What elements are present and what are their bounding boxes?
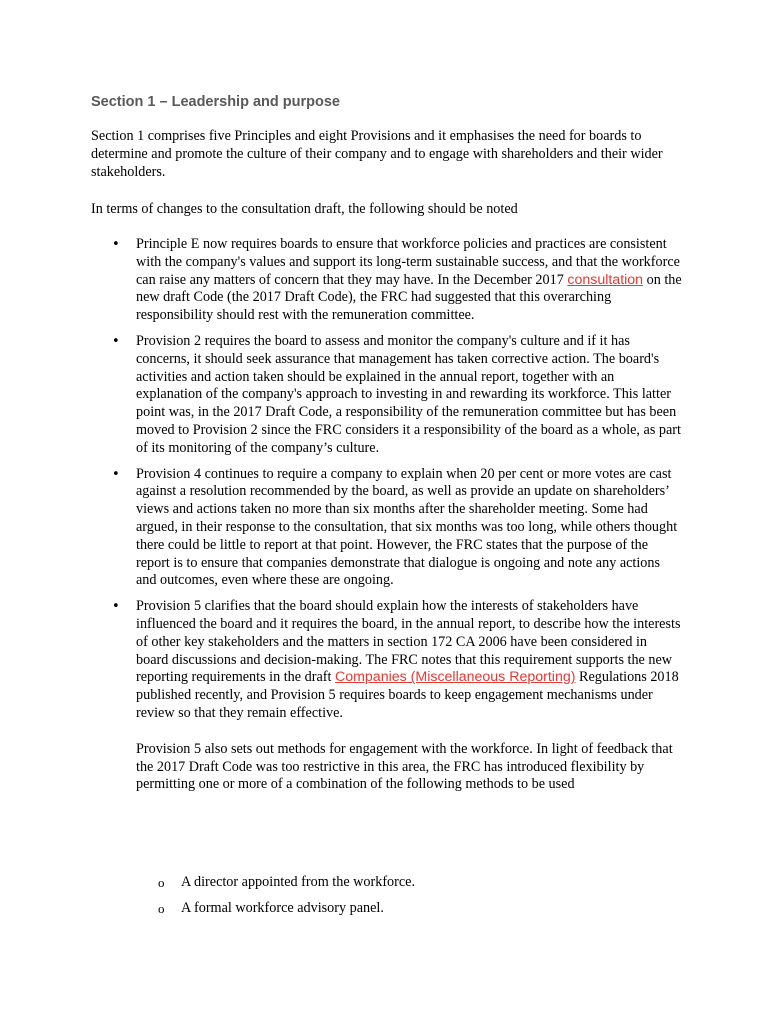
list-item	[0, 598, 682, 794]
consultation-link[interactable]: consultation	[567, 271, 644, 288]
bullet-icon: •	[112, 237, 120, 252]
list-item	[0, 874, 768, 892]
hollow-bullet-icon: o	[158, 875, 165, 890]
list-item	[0, 236, 682, 325]
intro-paragraph: Section 1 comprises five Principles and eight Provisions and it emphasises the need for boards to determine and promote the culture of their company and to engage with shareholders and their wider stakeholders.	[91, 128, 663, 180]
hollow-bullet-icon: o	[158, 900, 165, 916]
list-item	[0, 333, 682, 458]
engagement-methods-list	[0, 874, 768, 926]
list-item-text: on the new draft Code (the 2017 Draft Code), the FRC had suggested that this overarching responsibility should rest with the remuneration committee.	[136, 271, 682, 324]
companies-regulations-link[interactable]: Companies (Miscellaneous Reporting)	[334, 669, 576, 686]
bullet-icon: •	[112, 333, 120, 349]
list-item-text: Provision 2 requires the board to assess and monitor the company's culture and if it has concerns, it should seek assurance that management has taken corrective action. The board's activities and action taken should be explained in the annual report, together with an explanation of the company's approach to investing in and rewarding its workforce. This latter point was, in the 2017 Draft Code, a responsibility of the remuneration committee but has been moved to Provision 2 since the FRC considers it a responsibility of the board as a whole, as part of its monitoring of the company’s culture.	[136, 332, 681, 456]
changes-intro-paragraph: In terms of changes to the consultation draft, the following should be noted	[91, 201, 518, 217]
list-item	[0, 466, 682, 591]
list-item-text: A formal workforce advisory panel.	[181, 899, 384, 916]
list-item-text: Provision 4 continues to require a company to explain when 20 per cent or more votes are cast against a resolution recommended by the board, as well as provide an update on shareholders’ views and actions taken no more than six months after the shareholder meeting. Some had argued, in their response to the consultation, that six months was too long, while others thought there could be little to report at that point. However, the FRC states that the purpose of the report is to ensure that companies demonstrate that dialogue is ongoing and note any actions and outcomes, even where these are ongoing.	[136, 465, 678, 589]
bullet-icon: •	[112, 466, 120, 482]
list-item-text: A director appointed from the workforce.	[181, 874, 416, 890]
list-item-text: Principle E now requires boards to ensure that workforce policies and practices are consistent with the company's values and support its long-term sustainable success, and that the workforce can raise any matters of concern that they may have. In the December 2017	[136, 236, 680, 288]
list-item-text: Provision 5 clarifies that the board should explain how the interests of stakeholders have influenced the board and it requires the board, in the annual report, to describe how the interests of other key stakeholders and the matters in section 172 CA 2006 have been considered in board discussions and decision-making. The FRC notes that this requirement supports the new reporting requirements in the draft	[136, 598, 681, 686]
list-item	[0, 900, 768, 918]
workforce-methods-paragraph: Provision 5 also sets out methods for engagement with the workforce. In light of feedback that the 2017 Draft Code was too restrictive in this area, the FRC has introduced flexibility by permitting one or more of a combination of the following methods to be used	[136, 740, 673, 793]
changes-list	[0, 236, 768, 802]
list-item-text: Regulations 2018 published recently, and Provision 5 requires boards to keep engagement mechanisms under review so that they remain effective.	[136, 669, 679, 721]
section-heading: Section 1 – Leadership and purpose	[91, 94, 340, 110]
bullet-icon: •	[112, 599, 120, 615]
